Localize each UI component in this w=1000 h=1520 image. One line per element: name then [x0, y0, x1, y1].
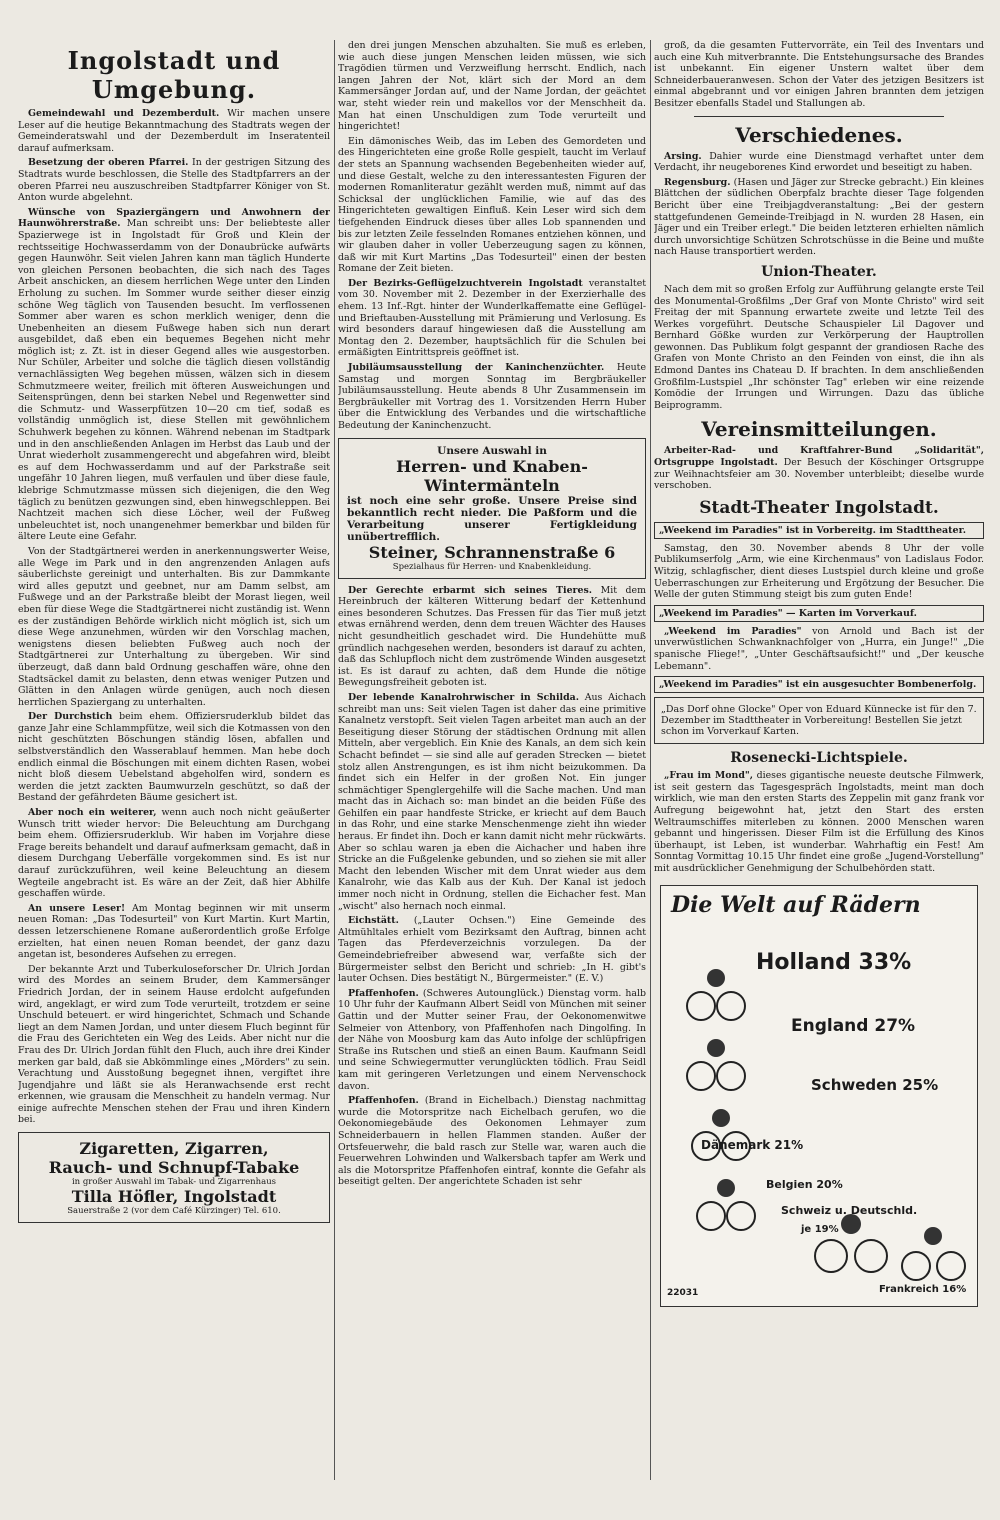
verschiedenes-articles: [654, 151, 984, 258]
cyclists-illustration: [661, 886, 979, 1304]
stadttheater-box-3: „Weekend im Paradies" ist ein ausgesuchter Bombenerfolg.: [654, 676, 984, 693]
article-paragraph: [654, 40, 984, 110]
article-lead: Wünsche von Spaziergängern und Anwohnern der Haunwöhrerstraße.: [18, 206, 330, 230]
ad-line-4: Steiner, Schrannenstraße 6: [368, 542, 616, 562]
article-text: von Arnold und Bach ist der unverwüstlichen Schwanknachfolger von „Hurra, ein Junge!" „Die spanische Fliege!", „Unter Geschäftsaufsicht!" und „Der keusche Lebemann".: [654, 625, 984, 672]
article-lead: Gemeindewahl und Dezemberdult.: [28, 108, 220, 119]
article-paragraph: [18, 711, 330, 804]
section-title-union-theater: Union-Theater.: [761, 263, 877, 280]
article-text: In der gestrigen Sitzung des Stadtrats wurde beschlossen, die Stelle des Stadtpfarrers an der oberen Pfarrei neu auszuschreiben Stadtpfarrer Königer von St. Anton wurde abgelehnt.: [18, 157, 330, 204]
article-text: Samstag, den 30. November abends 8 Uhr der volle Publikumserfolg „Arm, wie eine Kirchenmaus" von Ladislaus Fodor. Witzig, schlagfischer, dient dieses Lustspiel durch kleine und große Ueberraschungen zur Erheiterung und Ergötzung der Besucher. Die Welle der guten Stimmung steigt bis zum guten Ende!: [654, 542, 984, 601]
wheel-ad-title: Die Welt auf Rädern: [671, 891, 921, 918]
article-text: (Schweres Autounglück.) Dienstag vorm. halb 10 Uhr fuhr der Kaufmann Albert Seidl von München mit seiner Gattin und der Mutter seiner Frau, der Oekonomenwitwe Selmeier von Attenbory, von Pfaffenhofen nach Dingolfing. In der Nähe von Moosburg kam das Auto infolge der schlüpfrigen Straße ins Rutschen und stieß an einen Baum. Kaufmann Seidl und seine Schwiegermutter verunglückten tödlich. Frau Seidl kam mit geringeren Verletzungen und einem Nervenschock davon.: [338, 987, 646, 1092]
column-2: [338, 40, 646, 1510]
article-paragraph: [18, 964, 330, 1126]
ad-code: 22031: [667, 1287, 699, 1298]
article-text: Wir machen unsere Leser auf die heutige Bekanntmachung des Stadtrats wegen der Gemeinderatswahl und der Dezemberdult im Inseratenteil darauf aufmerksam.: [18, 108, 330, 154]
article-text: Dahier wurde eine Dienstmagd verhaftet unter dem Verdacht, ihr neugeborenes Kind erwordet und beseitigt zu haben.: [654, 150, 984, 174]
column-divider: [334, 40, 335, 1480]
stat-schweiz-deutschland: Schweiz u. Deutschld.: [781, 1203, 918, 1217]
ad-line-3: ist noch eine sehr große. Unsere Preise sind bekanntlich recht nieder. Die Paßform und die Verarbeitung unserer Fertigkleidung unübertrefflich.: [347, 494, 637, 543]
article-paragraph: [654, 284, 984, 412]
stadttheater-box-2: „Weekend im Paradies" — Karten im Vorverkauf.: [654, 605, 984, 622]
article-lead: Besetzung der oberen Pfarrei.: [28, 157, 189, 169]
article-paragraph: [18, 108, 330, 154]
section-rule: [694, 116, 944, 117]
article-text: dieses gigantische neueste deutsche Filmwerk, ist seit gestern das Tagesgespräch Ingolstadts, meint man doch wirklich, wie man den ersten Starts des Zeppelin mit ganz frank vor Aufregung beigewohnt hat, jetzt den Start des ersten Weltraumschiffes miterleben zu können. 2000 Menschen waren gebannt und hingerissen. Dieser Film ist die Erfüllung des Kinos überhaupt, ist Leben, ist wunderbar. Wahrhaftig ein Fest! Am Sonntag Vormittag 10.15 Uhr findet eine große „Jugend-Vorstellung" mit ausdrücklicher Genehmigung der Schulbehörden statt.: [654, 770, 984, 874]
stat-je-19: je 19%: [801, 1223, 839, 1235]
section-title-rosenecki: Rosenecki-Lichtspiele.: [730, 750, 908, 767]
article-text: Mit dem Hereinbruch der kälteren Witterung bedarf der Kettenhund eines besonderen Schutzes. Das Fressen für das Tier muß jetzt etwas ernährend werden, denn dem treuen Wächter des Hauses nicht gesundheitlich geschadet wird. Die Hundehütte muß gründlich nachgesehen werden, besonders ist darauf zu achten, daß das Schlupfloch nicht dem zuströmende Winden ausgesetzt ist. Es ist darauf zu achten, daß dem Hunde die nötige Bewegungsfreiheit geboten ist.: [338, 584, 646, 689]
stat-daenemark: Dänemark 21%: [701, 1137, 804, 1152]
section-title-verschiedenes: Verschiedenes.: [735, 122, 903, 147]
article-paragraph: [18, 207, 330, 543]
article-text: wenn auch noch nicht geäußerter Wunsch tritt wieder hervor: Die Beleuchtung am Durchgang beim ehem. Offiziersruderklub. Wir haben im Vorjahre diese Frage bereits behandelt und darauf aufmerksam gemacht, daß in diesem Durchgang Ueberfälle vorgekommen sind. Es ist nur darauf zurückzuführen, weil keine Beleuchtung an diesem Wegteile angebracht ist. Es wäre an der Zeit, daß hier Abhilfe geschaffen würde.: [18, 807, 330, 900]
stat-belgien: Belgien 20%: [766, 1177, 843, 1191]
stadttheater-box-1: „Weekend im Paradies" ist in Vorbereitg. im Stadttheater.: [654, 522, 984, 539]
ad-line-1: Zigaretten, Zigarren,: [79, 1139, 269, 1159]
article-text: Heute Samstag und morgen Sonntag im Bergbräukeller Jubiläumsausstellung. Heute abends 8 Uhr Zusammensein im Bergbräukeller mit Vortrag des 1. Vorsitzenden Herrn Huber über die Entwicklung des Verbandes und die wirtschaftliche Bedeutung der Kaninchenzucht.: [338, 362, 646, 431]
article-paragraph: [338, 915, 646, 985]
article-lead: Regensburg.: [664, 176, 731, 188]
stat-schweden: Schweden 25%: [811, 1075, 939, 1094]
article-lead: Jubiläumsausstellung der Kaninchenzüchter.: [348, 362, 605, 374]
article-paragraph: [338, 988, 646, 1092]
article-text: Der Besuch der Köschinger Ortsgruppe zur Weihnachtsfeier am 30. November unterbleibt; dieselbe wurde verschoben.: [654, 457, 984, 492]
article-paragraph: [18, 807, 330, 900]
article-paragraph: [338, 40, 646, 133]
ad-line-4: Tilla Höfler, Ingolstadt: [71, 1187, 277, 1207]
article-lead: Der Durchstich: [28, 711, 113, 723]
article-lead: An unsere Leser!: [28, 902, 126, 914]
article-lead: Der Bezirks-Geflügelzuchtverein Ingolstadt: [348, 277, 583, 289]
article-lead: Aber noch ein weiterer,: [28, 807, 157, 819]
column-1: [18, 40, 330, 1480]
article-paragraph: [654, 151, 984, 174]
rosenecki-article: [654, 770, 984, 874]
stat-england: England 27%: [791, 1015, 916, 1036]
article-paragraph: [338, 585, 646, 689]
article-paragraph: [18, 546, 330, 708]
article-paragraph: [654, 770, 984, 874]
column-divider: [650, 40, 651, 1480]
article-lead: Arbeiter-Rad- und Kraftfahrer-Bund „Solidarität", Ortsgruppe Ingolstadt.: [654, 445, 984, 469]
article-text: Von der Stadtgärtnerei werden in anerkennungswerter Weise, alle Wege im Park und in den angrenzenden Anlagen aufs säuberlichste gereinigt und unterhalten. Bis zur Dammkante wird alles geputzt und geebnet, nur am Damm selbst, am Fußwege und an der Parkstraße bleibt der Morast liegen, weil eben für diese Wege die Stadtgärtnerei nicht zuständig ist. Wenn es der zuständigen Behörde wirklich nicht möglich ist, sich um diese Wege anzunehmen, würden wir den Vorschlag machen, wenigstens diesen beliebten Fußweg auch noch der Stadtgärtnerei zur Unterhaltung zu übergeben. Wir sind überzeugt, daß dann bald Ordnung geschaffen wäre, ohne den Stadtsäckel damit zu belasten, denn etwas weniger Putzen und Glätten in den Anlagen würde genügen, auch noch diesen herrlichen Spaziergang zu unterhalten.: [18, 545, 330, 708]
ad-line-2: Herren- und Knaben-Wintermänteln: [396, 456, 588, 495]
ad-line-5: Spezialhaus für Herren- und Knabenkleidung.: [392, 561, 592, 572]
coat-advertisement: [338, 438, 646, 579]
section-title-vereinsmitteilungen: Vereinsmitteilungen.: [701, 417, 937, 442]
article-lead: Der Gerechte erbarmt sich seines Tieres.: [348, 584, 592, 596]
article-text: (Brand in Eichelbach.) Dienstag nachmittag wurde die Motorspritze nach Eichelbach gerufen, wo die Oekonomiegebäude des Oekonomen Lehmayer zum Schneiderbauern in hellen Flammen standen. Außer der Ortsfeuerwehr, die bald rasch zur Stelle war, waren auch die Feuerwehren Lohwinden und Walkersbach tapfer am Werk und als die Motorspritze Pfaffenhofen eintraf, konnte die Gefahr als beseitigt gelten. Der angerichtete Schaden ist sehr: [338, 1095, 646, 1188]
article-text: Aus Aichach schreibt man uns: Seit vielen Tagen ist daher das eine primitive Kanalnetz verstopft. Seit vielen Tagen arbeitet man auch an der Beseitigung dieser Störung der städtischen Ordnung mit allen Mitteln, aber vergeblich. Ein Knie des Kanals, an dem sich kein Schacht befindet — sie sind alle auf geraden Strecken — bietet stolz allen Anstrengungen, es ist ihm nicht beizukommen. Da findet sich ein Helfer in der großen Not. Ein junger schmächtiger Spenglergehilfe will die Sache machen. Und man macht das in Aichach so: man bindet an die beiden Füße des Gehilfen ein paar handfeste Stricke, er kriecht auf dem Bauch in das Rohr, und eine starke Menschenmenge zieht ihn wieder heraus. Er findet ihn. Doch er kann damit nicht mehr rückwärts. Aber so schlau waren ja eben die Aichacher und haben ihre Stricke an die Fußgelenke gebunden, und so ziehen sie mit aller Macht den lebenden Wischer mit dem Unrat wieder aus dem Kanalrohr, wie das Kalb aus der Kuh. Der Kanal ist jedoch immer noch nicht in Ordnung, stellen die Eichacher fest. Man „wischt" also hernach noch einmal.: [338, 691, 646, 912]
article-paragraph: [338, 278, 646, 359]
column-3-top-article: [654, 40, 984, 110]
article-paragraph: [338, 362, 646, 432]
article-text: Nach dem mit so großen Erfolg zur Aufführung gelangte erste Teil des Monumental-Großfilms „Der Graf von Monte Christo" wird seit Freitag der mit Spannung erwartete zweite und letzte Teil des Werkes vorgeführt. Deutsche Schauspieler Lil Dagover und Bernhard Gößke wurden zur Verkörperung der Hauptrollen gewonnen. Das Publikum folgt gespannt der grandiosen Rache des Grafen von Monte Christo an den Feinden von einst, die ihn als Edmond Dantes ins Chateau D. If brachten. In dem anschließenden Großfilm-Lustspiel „Ihr schönster Tag" erleben wir eine reizende Komödie der Irrungen und Wirrungen. Dazu das übliche Beiprogramm.: [654, 283, 984, 411]
stadttheater-article-2: [654, 626, 984, 672]
vereinsmitteilungen-article: [654, 445, 984, 491]
section-title-stadttheater: Stadt-Theater Ingolstadt.: [699, 497, 939, 518]
tobacco-advertisement: [18, 1132, 330, 1223]
article-text: Der bekannte Arzt und Tuberkuloseforscher Dr. Ulrich Jordan wird des Mordes an seinem Bruder, dem Kammersänger Friedrich Jordan, der in seinem Hause erdolcht aufgefunden wird, angeklagt, er wird zum Tode verurteilt, trotzdem er seine Unschuld beteuert. er wird hingerichtet, Schmach und Schande liegt an dem Namen Jordan, und unter diesem Fluch beginnt für die Frau des Gerichteten ein Weg des Leids. Aber nicht nur die Frau des Dr. Ulrich Jordan fühlt den Fluch, auch ihre drei Kinder merken gar bald, daß sie Abkömmlinge eines „Mörders" zu sein. Verachtung und Ausstoßung begegnet ihnen, vergiftet ihre Jugendjahre und läßt sie als Heranwachsende erst recht erkennen, wie grausam die Menschheit zu handeln vermag. Nur einige aufrechte Menschen stehen der Frau und ihren Kindern bei.: [18, 963, 330, 1126]
article-lead: „Weekend im Paradies": [664, 625, 802, 637]
column-3: [654, 40, 984, 1490]
stadttheater-article: [654, 543, 984, 601]
union-theater-article: [654, 284, 984, 412]
article-paragraph: [18, 157, 330, 203]
column-2-articles: [338, 40, 646, 432]
column-2-articles-lower: [338, 585, 646, 1188]
article-paragraph: [654, 543, 984, 601]
section-title-ingolstadt: Ingolstadt und Umgebung.: [67, 46, 281, 104]
article-lead: „Frau im Mond",: [664, 770, 754, 782]
article-paragraph: [338, 692, 646, 912]
stat-holland: Holland 33%: [756, 949, 912, 975]
article-paragraph: [338, 1095, 646, 1188]
article-lead: Pfaffenhofen.: [348, 987, 419, 999]
article-text: veranstaltet vom 30. November mit 2. Dezember in der Exerzierhalle des ehem. 13 Inf.-Rgt. hinter der Wunderlkaffematte eine Geflügel- und Brieftauben-Ausstellung mit Prämierung und Verlosung. Es wird besonders darauf hingewiesen daß die Ausstellung am Montag den 2. Dezember, hauptsächlich für die Schulen bei ermäßigten Eintrittspreis geöffnet ist.: [338, 277, 646, 359]
article-paragraph: [18, 903, 330, 961]
article-text: Ein dämonisches Weib, das im Leben des Gemordeten und des Hingerichteten eine große Rolle gespielt, taucht im Verlauf der stets an Spannung wachsenden Begebenheiten wieder auf, und diese Gestalt, welche zu den interessantesten Figuren der modernen Romanliteratur gezählt werden muß, nimmt auf das Schicksal der unglücklichen Familie, wie auf das des Hingerichteten gewaltigen Einfluß. Kein Leser wird sich dem tiefgehenden Eindruck dieses über alles Lob spannenden und bis zur letzten Zeile fesselnden Romanes entziehen können, und wir glauben daher in voller Ueberzeugung sagen zu können, daß wir mit Kurt Martins „Das Todesurteil" einen der besten Romane der Zeit bieten.: [338, 135, 646, 275]
column-1-articles: [18, 108, 330, 1126]
article-paragraph: [654, 177, 984, 258]
article-lead: Der lebende Kanalrohrwischer in Schilda.: [348, 691, 580, 703]
bicycle-advertisement: [660, 885, 978, 1307]
article-text: groß, da die gesamten Futtervorräte, ein Teil des Inventars und auch eine Kuh mitverbrannte. Die Entstehungsursache des Brandes ist unbekannt. Ein eigener Unstern waltet über dem Schneiderbaueranwesen. Schon der Vater des jetzigen Besitzers ist einmal abgebrannt und vor einigen Jahren brannten dem jetzigen Besitzer ebenfalls Stadel und Stallungen ab.: [654, 40, 984, 109]
article-paragraph: [338, 136, 646, 275]
article-text: (Hasen und Jäger zur Strecke gebracht.) Ein kleines Blättchen der südlichen Oberpfalz brachte dieser Tage folgenden Bericht über eine Treibjagdveranstaltung: „Bei der gestern stattgefundenen Gemeinde-Treibjagd in N. wurden 28 Hasen, ein Jäger und ein Treiber erlegt." Die beiden letzteren erhielten nämlich durch unvorsichtige Schützen Schrotschüsse in die Beine und mußte nach Hause transportiert werden.: [654, 176, 984, 258]
article-text: beim ehem. Offiziersruderklub bildet das ganze Jahr eine Schlammpfütze, weil sich die Kotmassen von den nicht geschützten Böschungen ständig lösen, abfallen und selbstverständlich den Wasserablauf hemmen. Man hebe doch endlich einmal die Böschungen mit einem dichten Rasen, wobei nicht bloß diesem Uebelstand abgeholfen wird, sondern es werden die jetzt zackten Baumwurzeln geschützt, so daß der Bestand der gefährdeten Bäume gesichert ist.: [18, 711, 330, 804]
ad-line-5: Sauerstraße 2 (vor dem Café Kürzinger) Tel. 610.: [67, 1206, 281, 1217]
article-text: Am Montag beginnen wir mit unserm neuen Roman: „Das Todesurteil" von Kurt Martin. Kurt Martin, dessen letzerschienene Romane außerordentlich große Erfolge erzielten, hat einen neuen Roman beendet, der ganz dazu angetan ist, besonderes Aufsehen zu erregen.: [18, 902, 330, 961]
article-lead: Pfaffenhofen.: [348, 1095, 419, 1107]
ad-line-2: Rauch- und Schnupf-Tabake: [48, 1158, 300, 1178]
article-lead: Eichstätt.: [348, 915, 399, 927]
article-paragraph: [654, 626, 984, 672]
stadttheater-box-4: „Das Dorf ohne Glocke" Oper von Eduard Künnecke ist für den 7. Dezember im Stadttheater in Vorbereitung! Bestellen Sie jetzt schon im Vorverkauf Karten.: [654, 697, 984, 744]
article-text: („Lauter Ochsen.") Eine Gemeinde des Altmühltales erhielt vom Bezirksamt den Auftrag, binnen acht Tagen das Pferdeverzeichnis vorzulegen. Da der Gemeindebriefreiber abwesend war, verfaßte sich der Bürgermeister selbst den Bericht und schrieb: „In H. gibt's lauter Ochsen. Dies bestätigt N., Bürgermeister." (E. V.): [338, 915, 646, 985]
article-lead: Arsing.: [664, 150, 702, 162]
ad-line-1: Unsere Auswahl in: [437, 444, 547, 457]
article-paragraph: [654, 445, 984, 491]
stat-frankreich: Frankreich 16%: [879, 1283, 967, 1295]
ad-line-3: in großer Auswahl im Tabak- und Zigarrenhaus: [71, 1177, 277, 1188]
article-text: den drei jungen Menschen abzuhalten. Sie muß es erleben, wie auch diese jungen Menschen leiden müssen, wie sich Tragödien türmen und Verzweiflung herrscht. Endlich, nach langen Jahren der Not, klärt sich der Mord an dem Kammersänger Jordan auf, und der Name Jordan, der geächtet war, steht wieder rein und makellos vor der Menschheit da. Man hat einen Unschuldigen zum Tode verurteilt und hingerichtet!: [338, 40, 646, 133]
article-text: Man schreibt uns: Der beliebteste aller Spazierwege ist in Ingolstadt für Groß und Klein der rechtsseitige Hochwasserdamm von der Donaubrücke aufwärts gegen Haunwöhr. Seit vielen Jahren kann man täglich Hunderte von gleichen Personen beobachten, die sich nach des Tages Arbeit anschicken, an diesem herrlichen Wege unter den Linden Erholung zu suchen. Im Sommer wurde seither dieser einzig schöne Weg täglich von Tausenden besucht. Im verflossenen Sommer aber waren es schon merklich weniger, denn die Unebenheiten an diesem Fußwege haben sich nun derart ausgebildet, daß eben ein bequemes Begehen nicht mehr möglich ist; z. Zt. ist in dieser Gegend alles wie ausgestorben. Nur Schüler, Arbeiter und solche die täglich diesen vollständig vernachlässigten Weg begehen müssen, wälzen sich in diesem Schmutzmeere weiter, freilich mit öfteren Ausweichungen und Seitensprüngen, denn bei starken Nebel und Regenwetter sind die Schmutz- und Wasserpfützen 10—20 cm tief, sodaß es vollständig unmöglich ist, diese Stellen mit gewöhnlichem Schuhwerk begehen zu können. Während nebenan im Stadtpark und in den anschließenden Anlagen im Herbst das Laub und der Unrat wiederholt zusammengerecht und abgefahren wird, bleibt es auf dem Hochwasserdamm und auf der Parkstraße seit ungefähr 10 Jahren liegen, muß verfaulen und über diese faule, klebrige Schmutzmasse müssen sich diejenigen, die den Weg täglich zu benützen gezwungen sind, eben hinwegschleppen. Bei Nachtzeit machen sich diese Löcher, weil der Fußweg unbeleuchtet ist, noch unangenehmer bemerkbar und bilden für ältere Leute eine Gefahr.: [18, 218, 330, 543]
